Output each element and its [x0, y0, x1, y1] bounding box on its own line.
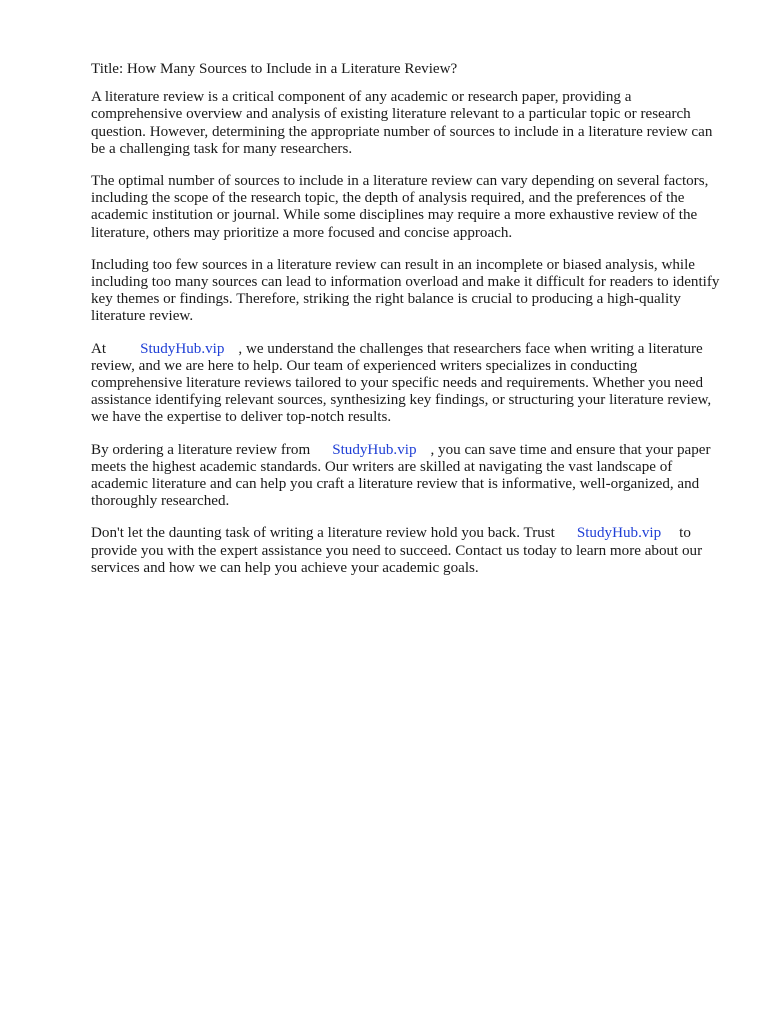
paragraph-intro: A literature review is a critical component of any academic or research paper, providing a comprehensive overview and analysis of existing literature relevant to a particular topic or research question. However, determining the appropriate number of sources to include in a literature review can be a challenging task for many researchers. [91, 89, 713, 157]
paragraph-balance: Including too few sources in a literature review can result in an incomplete or biased analysis, while including too many sources can lead to information overload and make it difficult for readers to identify key themes or findings. Therefore, striking the right balance is crucial to producing a high-quality literature review. [91, 256, 720, 325]
studyhub-link[interactable]: StudyHub.vip [140, 340, 225, 357]
document-title: Title: How Many Sources to Include in a Literature Review? [91, 61, 458, 77]
paragraph-text: By ordering a literature review from [91, 441, 311, 458]
paragraph-text: , you can save time and ensure that your paper meets the highest academic standards. Our writers are skilled at navigating the vast landscape of academic literature and can help you craft a literature review that is informative, well-organized, and thoroughly researched. [91, 441, 711, 510]
paragraph-ordering [91, 442, 724, 511]
studyhub-link[interactable]: StudyHub.vip [576, 525, 662, 542]
paragraph-text: , we understand the challenges that researchers face when writing a literature review, and we are here to help. Our team of experienced writers specializes in conducting comprehensive literature reviews tailored to your specific needs and requirements. Whether you need assistance identifying relevant sources, synthesizing key findings, or structuring your literature review, we have the expertise to deliver top-notch results. [91, 340, 712, 426]
paragraph-optimal-number: The optimal number of sources to include in a literature review can vary depending on several factors, including the scope of the research topic, the depth of analysis required, and the preferences of the academic institution or journal. While some disciplines may require a more exhaustive review of the literature, others may prioritize a more focused and concise approach. [91, 173, 709, 241]
paragraph-text: Don't let the daunting task of writing a literature review hold you back. Trust [91, 525, 555, 542]
paragraph-text: At [91, 340, 107, 357]
paragraph-call-to-action [91, 525, 724, 577]
paragraph-about-service [91, 341, 724, 427]
studyhub-link[interactable]: StudyHub.vip [332, 441, 417, 458]
paragraph-text: to provide you with the expert assistance you need to succeed. Contact us today to learn more about our services and how we can help you achieve your academic goals. [91, 525, 703, 576]
